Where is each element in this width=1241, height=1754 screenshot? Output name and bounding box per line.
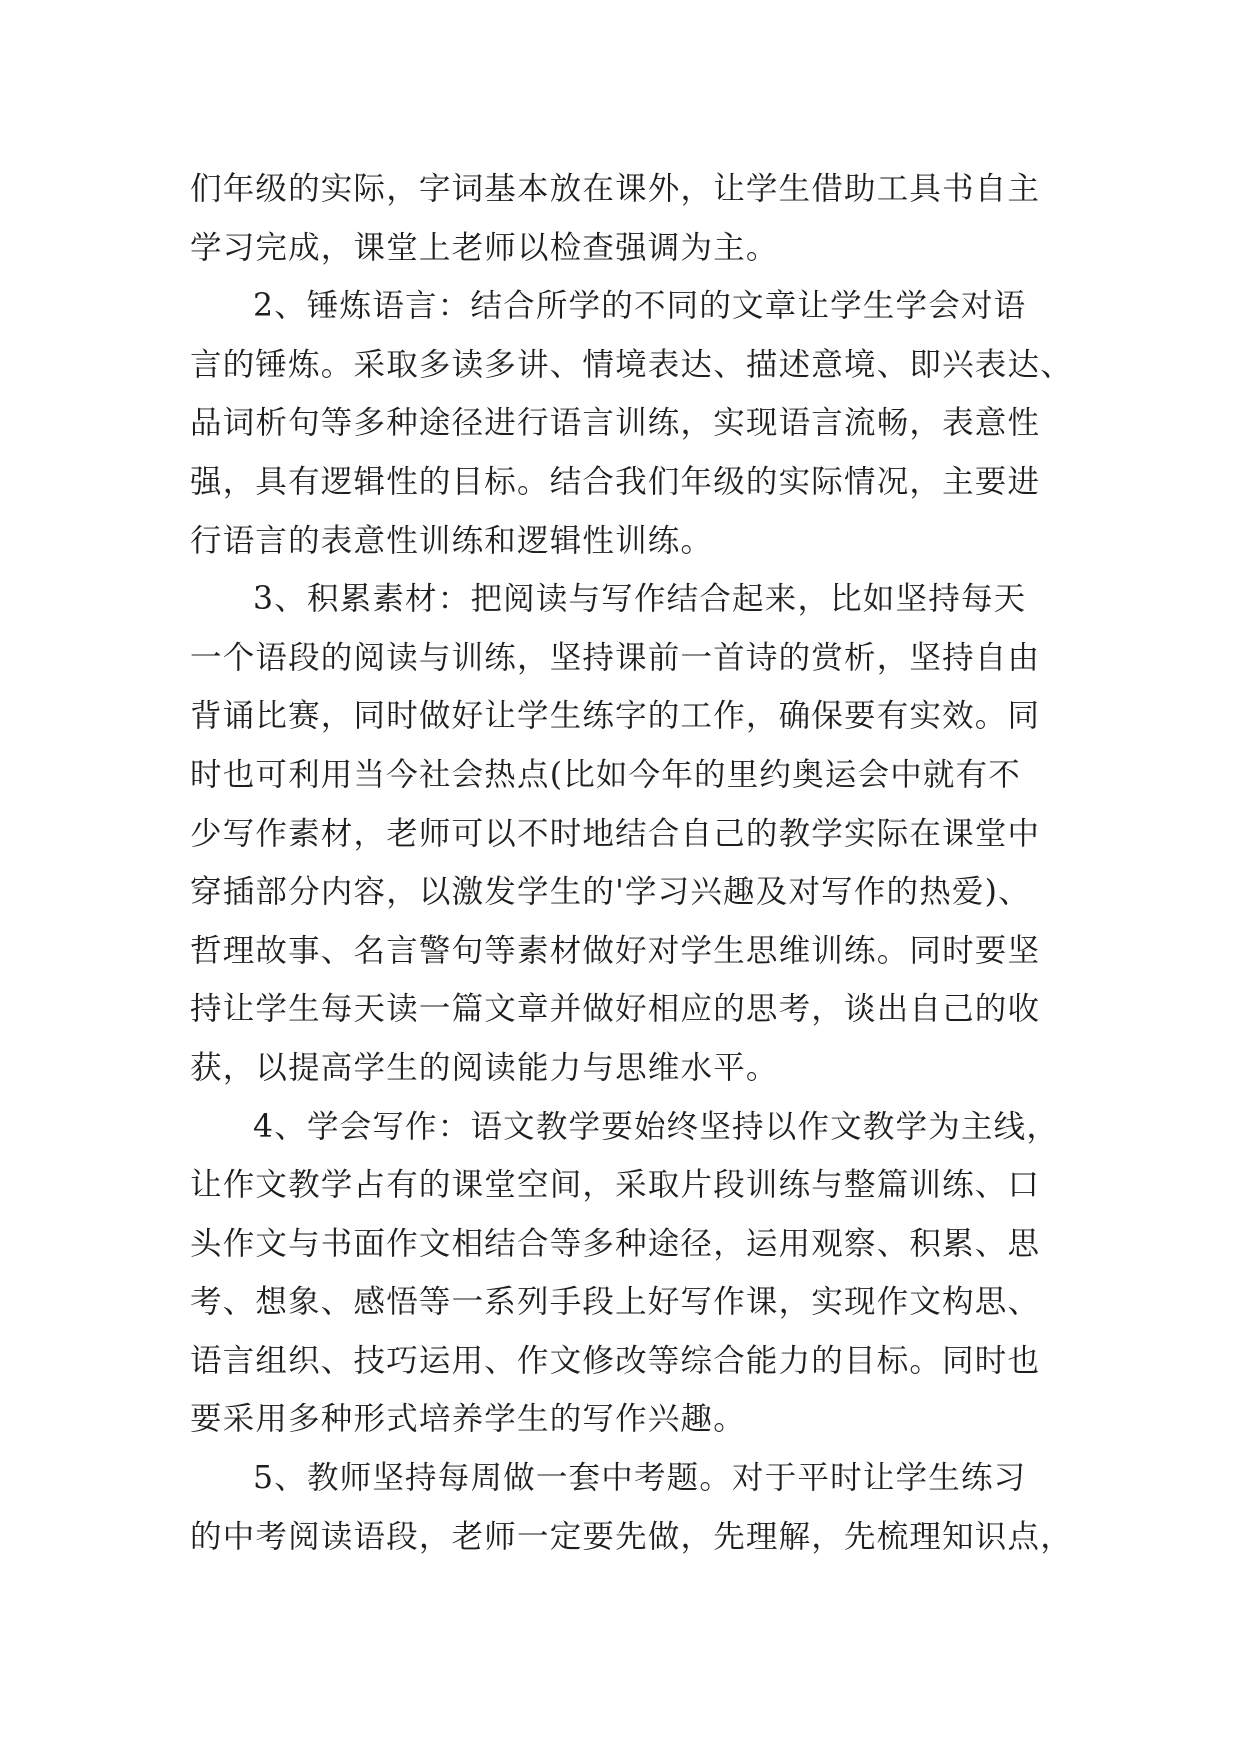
text-line: 学习完成，课堂上老师以检查强调为主。 [190,229,779,266]
text-line: 2、锤炼语言：结合所学的不同的文章让学生学会对语 [253,288,1027,325]
text-line: 强，具有逻辑性的目标。结合我们年级的实际情况，主要进 [190,463,1041,500]
paragraph-5 [190,1449,1073,1566]
text-line: 一个语段的阅读与训练，坚持课前一首诗的赏析，坚持自由 [190,639,1041,676]
text-line: 语言组织、技巧运用、作文修改等综合能力的目标。同时也 [190,1342,1041,1379]
text-line: 行语言的表意性训练和逻辑性训练。 [190,522,714,559]
text-line: 背诵比赛，同时做好让学生练字的工作，确保要有实效。同 [190,698,1041,735]
text-line: 让作文教学占有的课堂空间，采取片段训练与整篇训练、口 [190,1167,1041,1204]
text-line: 5、教师坚持每周做一套中考题。对于平时让学生练习 [253,1460,1027,1497]
text-line: 持让学生每天读一篇文章并做好相应的思考，谈出自己的收 [190,991,1041,1028]
text-line: 哲理故事、名言警句等素材做好对学生思维训练。同时要坚 [190,932,1041,969]
paragraph-4 [190,1098,1070,1450]
text-line: 要采用多种形式培养学生的写作兴趣。 [190,1401,746,1438]
text-line: 考、想象、感悟等一系列手段上好写作课，实现作文构思、 [190,1284,1041,1321]
paragraph-2 [190,277,1073,570]
text-line: 4、学会写作：语文教学要始终坚持以作文教学为主线， [253,1108,1060,1145]
text-line: 穿插部分内容，以激发学生的'学习兴趣及对写作的热爱)、 [190,874,1031,911]
text-line: 的中考阅读语段，老师一定要先做，先理解，先梳理知识点， [190,1518,1073,1555]
text-line: 获，以提高学生的阅读能力与思维水平。 [190,1049,779,1086]
text-line: 品词析句等多种途径进行语言训练，实现语言流畅，表意性 [190,405,1041,442]
text-line: 少写作素材，老师可以不时地结合自己的教学实际在课堂中 [190,815,1041,852]
text-line: 时也可利用当今社会热点(比如今年的里约奥运会中就有不 [190,756,1021,793]
text-line: 言的锤炼。采取多读多讲、情境表达、描述意境、即兴表达、 [190,346,1073,383]
paragraph-1 [190,160,1070,277]
text-line: 头作文与书面作文相结合等多种途径，运用观察、积累、思 [190,1225,1041,1262]
paragraph-3 [190,570,1070,1097]
text-line: 们年级的实际，字词基本放在课外，让学生借助工具书自主 [190,171,1041,207]
text-line: 3、积累素材：把阅读与写作结合起来，比如坚持每天 [253,581,1027,618]
document-body [190,160,1073,1566]
